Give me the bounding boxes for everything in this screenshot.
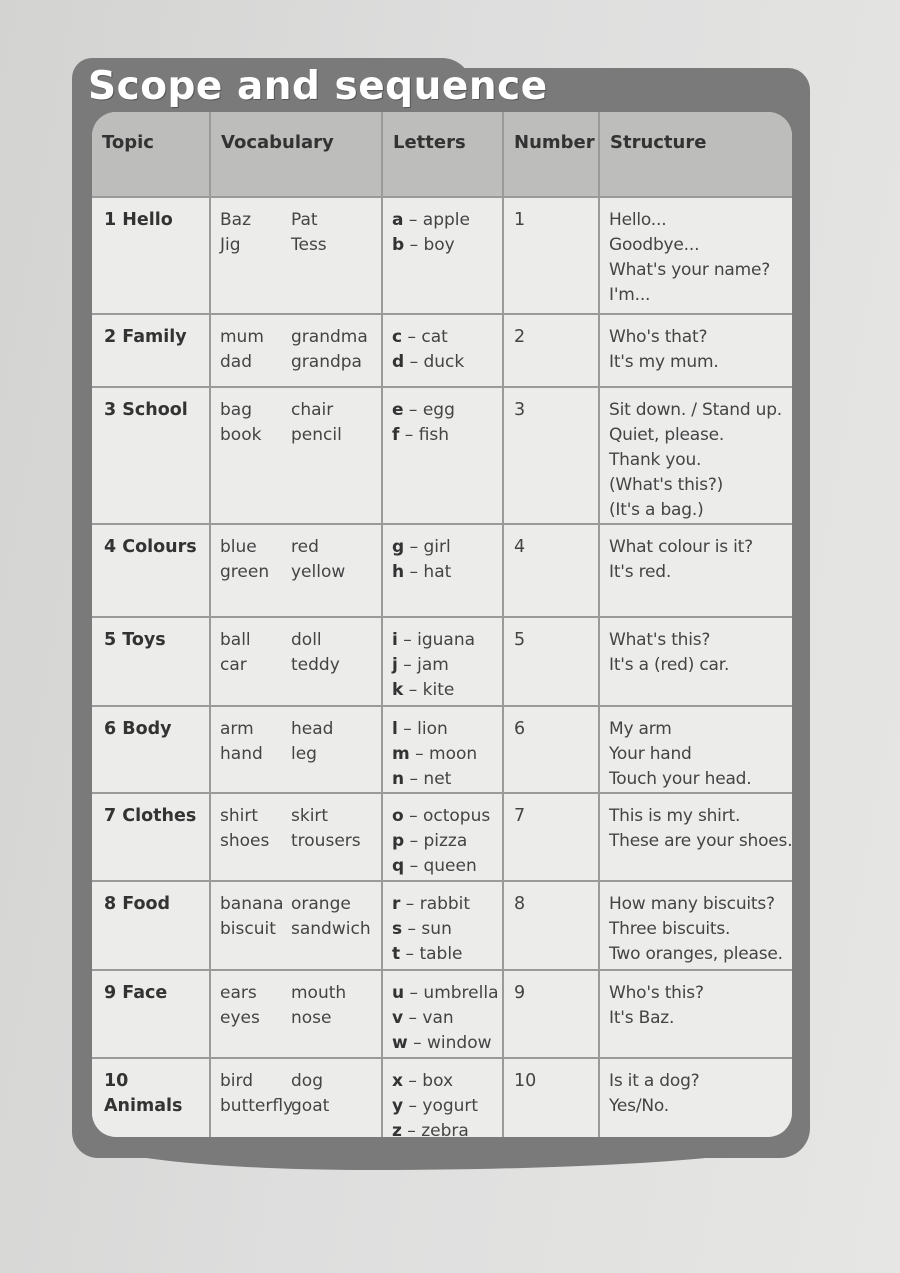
- letter-entry: k – kite: [392, 680, 455, 700]
- vocabulary-column: [291, 804, 361, 854]
- table-row: [92, 387, 792, 524]
- number-cell: 8: [503, 881, 599, 970]
- letter-entry: x – box: [392, 1071, 454, 1091]
- vocabulary-word: trousers: [291, 831, 361, 851]
- letter-glyph: t: [392, 944, 401, 964]
- vocabulary-word: ball: [220, 630, 251, 650]
- vocabulary-word: banana: [220, 894, 284, 914]
- letter-entry: a – apple: [392, 210, 470, 230]
- letter-entry: v – van: [392, 1008, 454, 1028]
- vocabulary-column: [220, 892, 291, 942]
- letter-glyph: x: [392, 1071, 403, 1091]
- vocabulary-word: Tess: [291, 235, 327, 255]
- letter-entry: q – queen: [392, 856, 477, 876]
- topic-cell: 7 Clothes: [92, 793, 210, 881]
- letter-entry: g – girl: [392, 537, 451, 557]
- structure-cell: [599, 314, 792, 387]
- scope-table-card: [92, 112, 792, 1137]
- structure-line: It's a (red) car.: [609, 655, 730, 675]
- header-letters: Letters: [382, 112, 503, 197]
- vocabulary-word: head: [291, 719, 334, 739]
- vocabulary-word: leg: [291, 744, 317, 764]
- vocabulary-word: bird: [220, 1071, 253, 1091]
- letter-entry: e – egg: [392, 400, 455, 420]
- vocabulary-word: mouth: [291, 983, 347, 1003]
- letter-entry: r – rabbit: [392, 894, 471, 914]
- topic-cell: 3 School: [92, 387, 210, 524]
- letter-glyph: k: [392, 680, 404, 700]
- vocabulary-word: teddy: [291, 655, 340, 675]
- number-cell: 6: [503, 706, 599, 793]
- letter-entry: w – window: [392, 1033, 492, 1053]
- vocabulary-column: [220, 1069, 294, 1119]
- letter-entry: z – zebra: [392, 1119, 498, 1137]
- vocabulary-column: [220, 628, 291, 678]
- vocabulary-word: chair: [291, 400, 334, 420]
- vocabulary-columns: [220, 1069, 377, 1119]
- vocabulary-word: yellow: [291, 562, 346, 582]
- letters-cell: [382, 387, 503, 524]
- number-cell: 7: [503, 793, 599, 881]
- structure-cell: [599, 881, 792, 970]
- structure-line: Hello...: [609, 210, 667, 230]
- structure-line: How many biscuits?: [609, 894, 775, 914]
- page-title: Scope and sequence: [88, 64, 548, 109]
- vocabulary-column: [220, 325, 291, 375]
- vocabulary-cell: [210, 881, 382, 970]
- vocabulary-word: shoes: [220, 831, 270, 851]
- letter-glyph: o: [392, 806, 404, 826]
- header-number: Number: [503, 112, 599, 197]
- table-row: [92, 314, 792, 387]
- table-row: [92, 1058, 792, 1137]
- vocabulary-word: book: [220, 425, 262, 445]
- letter-glyph: f: [392, 425, 400, 445]
- table-header-row: [92, 112, 792, 197]
- structure-line: Who's this?: [609, 983, 704, 1003]
- structure-line: What's your name?: [609, 260, 771, 280]
- topic-cell: 4 Colours: [92, 524, 210, 617]
- vocabulary-word: sandwich: [291, 919, 371, 939]
- letter-glyph: q: [392, 856, 405, 876]
- structure-line: Goodbye...: [609, 235, 700, 255]
- letters-cell: [382, 314, 503, 387]
- letter-entry: j – jam: [392, 655, 449, 675]
- structure-cell: [599, 197, 792, 314]
- letter-entry: o – octopus: [392, 806, 491, 826]
- letter-entry: l – lion: [392, 719, 448, 739]
- structure-line: Three biscuits.: [609, 919, 731, 939]
- structure-cell: [599, 617, 792, 706]
- topic-cell: 10 Animals: [92, 1058, 210, 1137]
- vocabulary-word: blue: [220, 537, 257, 557]
- vocabulary-word: pencil: [291, 425, 342, 445]
- vocabulary-columns: [220, 892, 377, 942]
- vocabulary-column: [220, 398, 291, 448]
- structure-cell: [599, 387, 792, 524]
- vocabulary-column: [291, 628, 340, 678]
- table-row: [92, 617, 792, 706]
- vocabulary-column: [291, 1069, 329, 1119]
- structure-line: Sit down. / Stand up.: [609, 400, 783, 420]
- letter-entry: m – moon: [392, 744, 478, 764]
- vocabulary-column: [220, 804, 291, 854]
- letter-glyph: m: [392, 744, 410, 764]
- structure-line: Who's that?: [609, 327, 708, 347]
- topic-cell: 6 Body: [92, 706, 210, 793]
- letters-cell: [382, 881, 503, 970]
- structure-line: (It's a bag.): [609, 500, 704, 520]
- vocabulary-word: red: [291, 537, 319, 557]
- letters-cell: [382, 793, 503, 881]
- letter-entry: b – boy: [392, 235, 455, 255]
- structure-line: Your hand: [609, 744, 692, 764]
- vocabulary-word: grandpa: [291, 352, 362, 372]
- letter-entry: i – iguana: [392, 630, 476, 650]
- vocabulary-word: goat: [291, 1096, 330, 1116]
- scope-table: [92, 112, 792, 1137]
- vocabulary-column: [220, 717, 291, 767]
- vocabulary-columns: [220, 325, 377, 375]
- vocabulary-word: bag: [220, 400, 252, 420]
- header-vocabulary: Vocabulary: [210, 112, 382, 197]
- letter-entry: c – cat: [392, 327, 448, 347]
- topic-cell: 8 Food: [92, 881, 210, 970]
- vocabulary-word: nose: [291, 1008, 332, 1028]
- vocabulary-cell: [210, 1058, 382, 1137]
- vocabulary-word: mum: [220, 327, 264, 347]
- letter-glyph: s: [392, 919, 403, 939]
- structure-line: It's red.: [609, 562, 672, 582]
- letter-glyph: y: [392, 1096, 404, 1116]
- structure-line: It's Baz.: [609, 1008, 675, 1028]
- letter-entry: d – duck: [392, 352, 465, 372]
- vocabulary-columns: [220, 717, 377, 767]
- letter-glyph: u: [392, 983, 405, 1003]
- vocabulary-word: butterfly: [220, 1096, 294, 1116]
- structure-line: What colour is it?: [609, 537, 753, 557]
- structure-line: Yes/No.: [609, 1096, 669, 1116]
- structure-line: Thank you.: [609, 450, 702, 470]
- vocabulary-column: [291, 981, 346, 1031]
- vocabulary-word: dad: [220, 352, 252, 372]
- letter-glyph: c: [392, 327, 403, 347]
- number-cell: 2: [503, 314, 599, 387]
- letter-entry: u – umbrella: [392, 983, 499, 1003]
- table-row: [92, 706, 792, 793]
- letter-glyph: h: [392, 562, 405, 582]
- vocabulary-column: [291, 325, 368, 375]
- vocabulary-columns: [220, 981, 377, 1031]
- vocabulary-columns: [220, 804, 377, 854]
- letters-cell: [382, 970, 503, 1058]
- letter-glyph: b: [392, 235, 405, 255]
- vocabulary-word: car: [220, 655, 247, 675]
- vocabulary-cell: [210, 706, 382, 793]
- vocabulary-column: [291, 208, 327, 258]
- number-cell: 9: [503, 970, 599, 1058]
- topic-cell: 1 Hello: [92, 197, 210, 314]
- vocabulary-word: grandma: [291, 327, 368, 347]
- letters-cell: [382, 706, 503, 793]
- letters-cell: [382, 524, 503, 617]
- vocabulary-cell: [210, 793, 382, 881]
- structure-cell: [599, 1058, 792, 1137]
- structure-line: Is it a dog?: [609, 1071, 700, 1091]
- letter-glyph: r: [392, 894, 401, 914]
- vocabulary-cell: [210, 524, 382, 617]
- letter-glyph: z: [392, 1121, 402, 1137]
- letter-glyph: d: [392, 352, 405, 372]
- vocabulary-columns: [220, 628, 377, 678]
- table-row: [92, 970, 792, 1058]
- vocabulary-word: eyes: [220, 1008, 260, 1028]
- vocabulary-word: orange: [291, 894, 351, 914]
- topic-cell: 2 Family: [92, 314, 210, 387]
- topic-cell: 9 Face: [92, 970, 210, 1058]
- vocabulary-word: shirt: [220, 806, 259, 826]
- vocabulary-word: ears: [220, 983, 257, 1003]
- table-row: [92, 524, 792, 617]
- number-cell: 5: [503, 617, 599, 706]
- structure-line: These are your shoes.: [609, 831, 792, 851]
- letter-glyph: v: [392, 1008, 404, 1028]
- letter-entry: y – yogurt: [392, 1096, 479, 1116]
- vocabulary-column: [291, 398, 342, 448]
- letter-entry: p – pizza: [392, 831, 468, 851]
- vocabulary-word: Pat: [291, 210, 318, 230]
- vocabulary-word: doll: [291, 630, 322, 650]
- structure-cell: [599, 706, 792, 793]
- letter-entry: f – fish: [392, 425, 450, 445]
- letter-glyph: n: [392, 769, 405, 789]
- table-body: [92, 197, 792, 1137]
- letter-glyph: w: [392, 1033, 408, 1053]
- structure-line: This is my shirt.: [609, 806, 741, 826]
- letter-entry: n – net: [392, 769, 452, 789]
- vocabulary-column: [220, 208, 291, 258]
- number-cell: 1: [503, 197, 599, 314]
- structure-cell: [599, 524, 792, 617]
- vocabulary-columns: [220, 208, 377, 258]
- letter-glyph: i: [392, 630, 398, 650]
- structure-line: Two oranges, please.: [609, 944, 783, 964]
- letter-glyph: e: [392, 400, 404, 420]
- structure-cell: [599, 793, 792, 881]
- vocabulary-column: [291, 717, 333, 767]
- letter-glyph: j: [392, 655, 398, 675]
- table-row: [92, 793, 792, 881]
- vocabulary-word: Baz: [220, 210, 252, 230]
- structure-line: I'm...: [609, 285, 651, 305]
- vocabulary-column: [220, 535, 291, 585]
- structure-line: (What's this?): [609, 475, 724, 495]
- structure-line: Quiet, please.: [609, 425, 725, 445]
- number-cell: 10: [503, 1058, 599, 1137]
- vocabulary-cell: [210, 970, 382, 1058]
- topic-cell: 5 Toys: [92, 617, 210, 706]
- vocabulary-columns: [220, 398, 377, 448]
- vocabulary-word: green: [220, 562, 270, 582]
- number-cell: 3: [503, 387, 599, 524]
- vocabulary-word: biscuit: [220, 919, 276, 939]
- letter-glyph: l: [392, 719, 398, 739]
- letters-cell: [382, 197, 503, 314]
- structure-line: My arm: [609, 719, 672, 739]
- letter-glyph: a: [392, 210, 404, 230]
- vocabulary-word: Jig: [220, 235, 241, 255]
- structure-line: Touch your head.: [609, 769, 752, 789]
- vocabulary-column: [291, 892, 371, 942]
- vocabulary-word: hand: [220, 744, 263, 764]
- letter-glyph: p: [392, 831, 405, 851]
- vocabulary-columns: [220, 535, 377, 585]
- table-row: [92, 197, 792, 314]
- header-topic: Topic: [92, 112, 210, 197]
- letters-cell: [382, 1058, 503, 1137]
- vocabulary-column: [291, 535, 345, 585]
- letter-entry: s – sun: [392, 919, 452, 939]
- letter-glyph: g: [392, 537, 405, 557]
- vocabulary-cell: [210, 197, 382, 314]
- vocabulary-column: [220, 981, 291, 1031]
- letter-entry: h – hat: [392, 562, 452, 582]
- header-structure: Structure: [599, 112, 792, 197]
- vocabulary-cell: [210, 387, 382, 524]
- table-row: [92, 881, 792, 970]
- letters-cell: [382, 617, 503, 706]
- vocabulary-word: dog: [291, 1071, 323, 1091]
- vocabulary-cell: [210, 617, 382, 706]
- structure-line: What's this?: [609, 630, 711, 650]
- structure-cell: [599, 970, 792, 1058]
- vocabulary-word: arm: [220, 719, 254, 739]
- vocabulary-cell: [210, 314, 382, 387]
- letter-entry: t – table: [392, 944, 463, 964]
- structure-line: It's my mum.: [609, 352, 719, 372]
- vocabulary-word: skirt: [291, 806, 329, 826]
- number-cell: 4: [503, 524, 599, 617]
